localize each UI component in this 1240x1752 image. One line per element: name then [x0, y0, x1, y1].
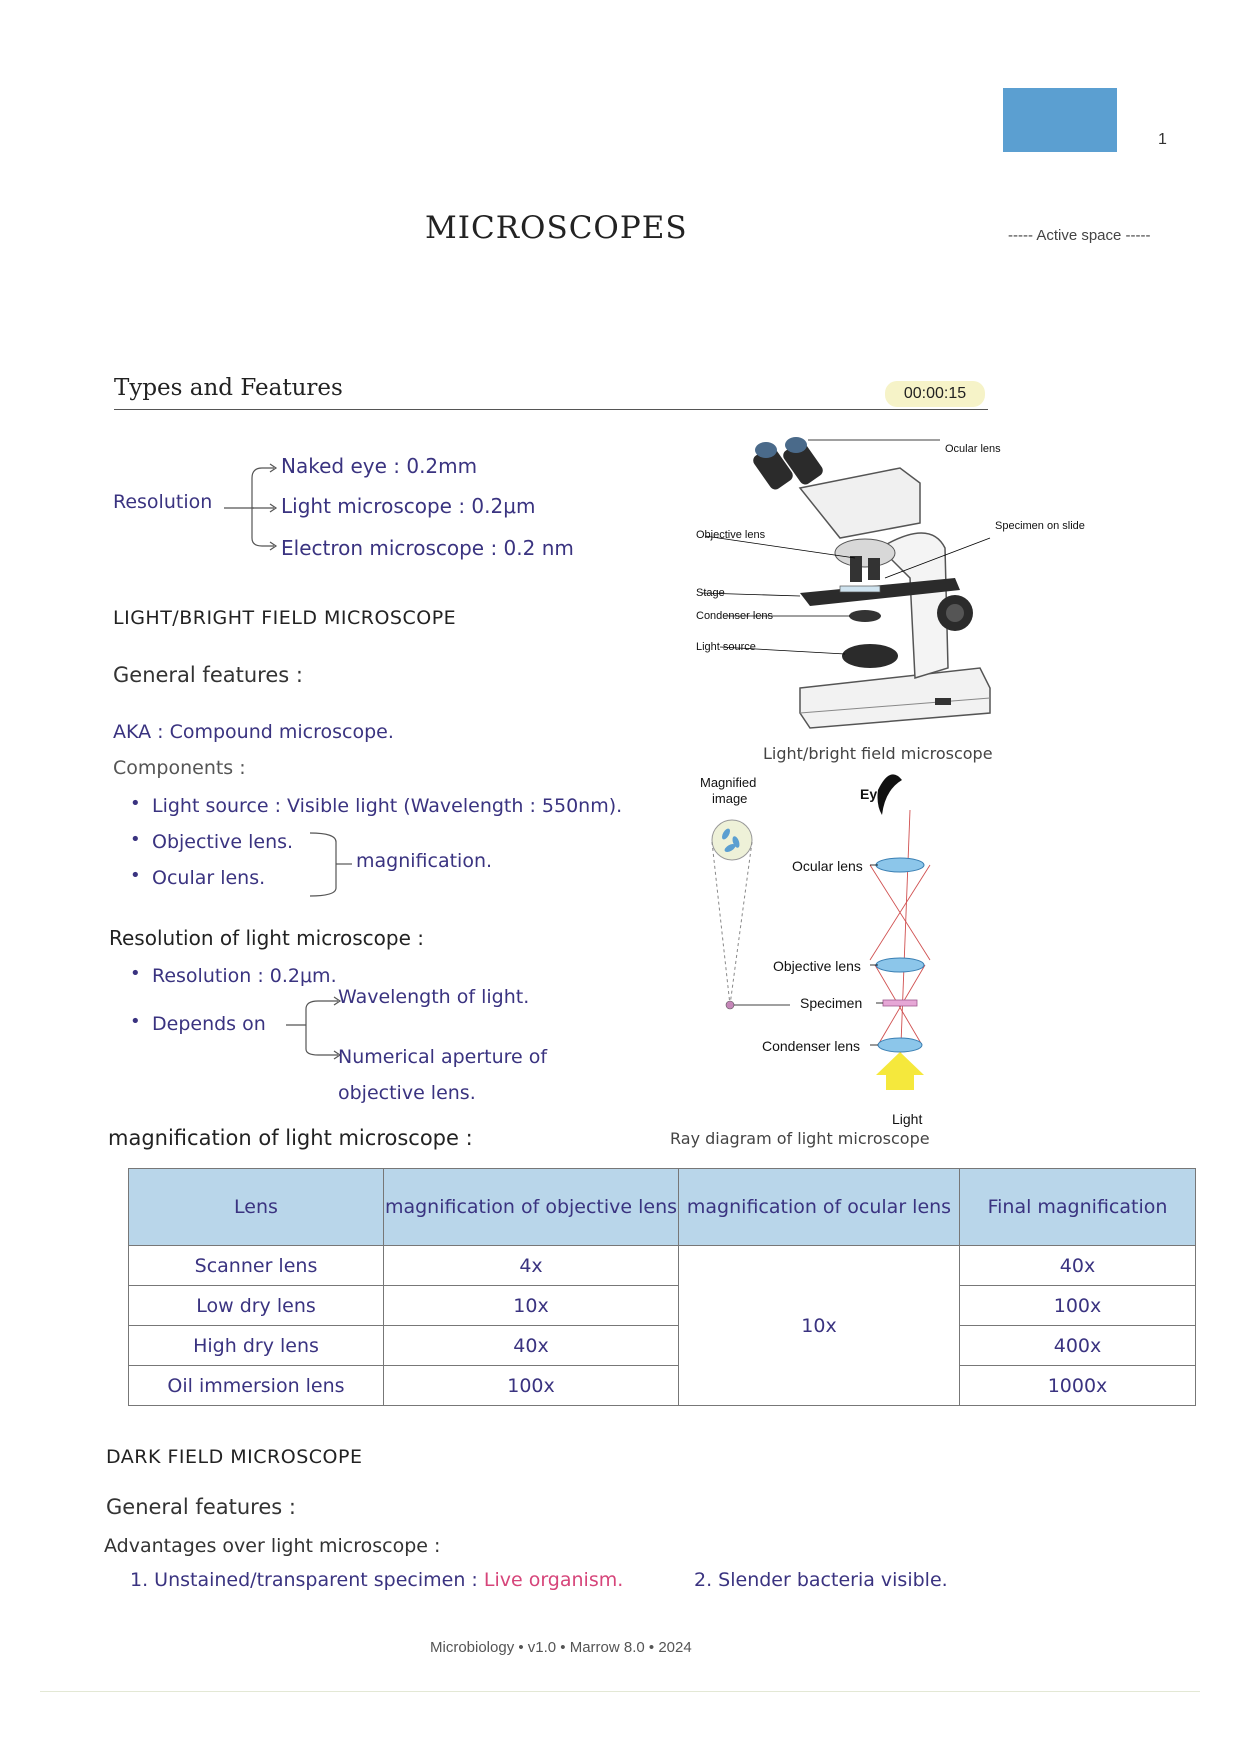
table-cell-final: 400x	[960, 1326, 1196, 1366]
table-row	[129, 1326, 1196, 1366]
page-title: MICROSCOPES	[425, 210, 688, 246]
ray-light-label: Light	[892, 1111, 923, 1127]
depends-bracket	[284, 993, 344, 1063]
dark-field-advantage-1	[130, 1569, 623, 1591]
magnification-table	[128, 1168, 1196, 1406]
component-ocular: • Ocular lens.	[152, 867, 265, 889]
resolution-item-electron: Electron microscope : 0.2 nm	[281, 536, 574, 560]
resolution-item-light: Light microscope : 0.2μm	[281, 494, 536, 518]
magnification-heading: magnification of light microscope :	[108, 1126, 473, 1150]
table-cell-objective: 4x	[384, 1246, 679, 1286]
dark-field-advantages-label: Advantages over light microscope :	[104, 1535, 441, 1557]
resolution-bracket	[222, 458, 282, 558]
resolution-heading: Resolution of light microscope :	[109, 926, 424, 950]
magnification-note: magnification.	[356, 850, 493, 872]
dark-field-advantage-2: 2. Slender bacteria visible.	[694, 1569, 948, 1591]
table-cell-final: 100x	[960, 1286, 1196, 1326]
page-number: 1	[1158, 131, 1167, 148]
label-stage: Stage	[696, 587, 725, 599]
ray-condenser-label: Condenser lens	[762, 1038, 861, 1054]
table-cell-final: 1000x	[960, 1366, 1196, 1406]
table-header-row	[129, 1169, 1196, 1246]
aka-text: AKA : Compound microscope.	[113, 721, 394, 743]
advantage-1-highlight: Live organism.	[483, 1569, 624, 1591]
depends-aperture: Numerical aperture of	[338, 1046, 548, 1068]
table-cell-lens: Scanner lens	[129, 1246, 384, 1286]
table-cell-final: 40x	[960, 1246, 1196, 1286]
section-divider	[114, 409, 988, 410]
table-cell-objective: 100x	[384, 1366, 679, 1406]
microscope-illustration	[690, 428, 1110, 738]
section-title: Types and Features	[114, 375, 343, 401]
depends-on-label: • Depends on	[152, 1013, 266, 1035]
footer-text: Microbiology • v1.0 • Marrow 8.0 • 2024	[430, 1639, 692, 1656]
table-header-ocular: magnification of ocular lens	[679, 1169, 960, 1246]
components-label: Components :	[113, 757, 246, 779]
ray-ocular-label: Ocular lens	[792, 858, 863, 874]
resolution-item-naked-eye: Naked eye : 0.2mm	[281, 454, 478, 478]
table-header-objective: magnification of objective lens	[384, 1169, 679, 1246]
table-cell-lens: High dry lens	[129, 1326, 384, 1366]
ray-diagram	[690, 770, 960, 1125]
table-cell-objective: 10x	[384, 1286, 679, 1326]
accent-box	[1003, 88, 1117, 152]
magnification-bracket	[308, 830, 358, 900]
label-condenser-lens: Condenser lens	[696, 610, 774, 622]
resolution-label: Resolution	[113, 491, 213, 513]
ray-specimen-label: Specimen	[800, 995, 863, 1011]
table-cell-lens: Low dry lens	[129, 1286, 384, 1326]
ray-diagram-caption: Ray diagram of light microscope	[670, 1129, 930, 1148]
table-row	[129, 1246, 1196, 1286]
dark-field-general-features: General features :	[106, 1495, 296, 1519]
advantage-1-text: 1. Unstained/transparent specimen :	[130, 1569, 478, 1591]
light-microscope-heading: LIGHT/BRIGHT FIELD MICROSCOPE	[113, 607, 457, 629]
table-header-lens: Lens	[129, 1169, 384, 1246]
label-objective-lens: Objective lens	[696, 529, 766, 541]
component-light-source: • Light source : Visible light (Wavelength : 550nm).	[152, 795, 622, 817]
timestamp-badge: 00:00:15	[885, 381, 985, 407]
label-light-source: Light source	[696, 641, 756, 653]
ray-magnified-image-2: image	[712, 791, 748, 806]
ray-eye-label: Eye	[860, 786, 885, 802]
footer-divider	[40, 1691, 1200, 1692]
label-specimen-on-slide: Specimen on slide	[995, 520, 1085, 532]
table-cell-lens: Oil immersion lens	[129, 1366, 384, 1406]
depends-wavelength: Wavelength of light.	[338, 986, 530, 1008]
resolution-value: • Resolution : 0.2μm.	[152, 965, 337, 987]
component-objective: • Objective lens.	[152, 831, 293, 853]
table-row	[129, 1286, 1196, 1326]
dark-field-heading: DARK FIELD MICROSCOPE	[106, 1446, 363, 1468]
table-header-final: Final magnification	[960, 1169, 1196, 1246]
depends-aperture-cont: objective lens.	[338, 1082, 476, 1104]
active-space-label: ----- Active space -----	[1008, 227, 1151, 244]
table-cell-ocular: 10x	[679, 1246, 960, 1406]
microscope-caption: Light/bright field microscope	[763, 744, 993, 763]
table-row	[129, 1366, 1196, 1406]
general-features-label: General features :	[113, 663, 303, 687]
ray-magnified-image-1: Magnified	[700, 775, 757, 790]
table-cell-objective: 40x	[384, 1326, 679, 1366]
label-ocular-lens: Ocular lens	[945, 443, 1001, 455]
ray-objective-label: Objective lens	[773, 958, 861, 974]
